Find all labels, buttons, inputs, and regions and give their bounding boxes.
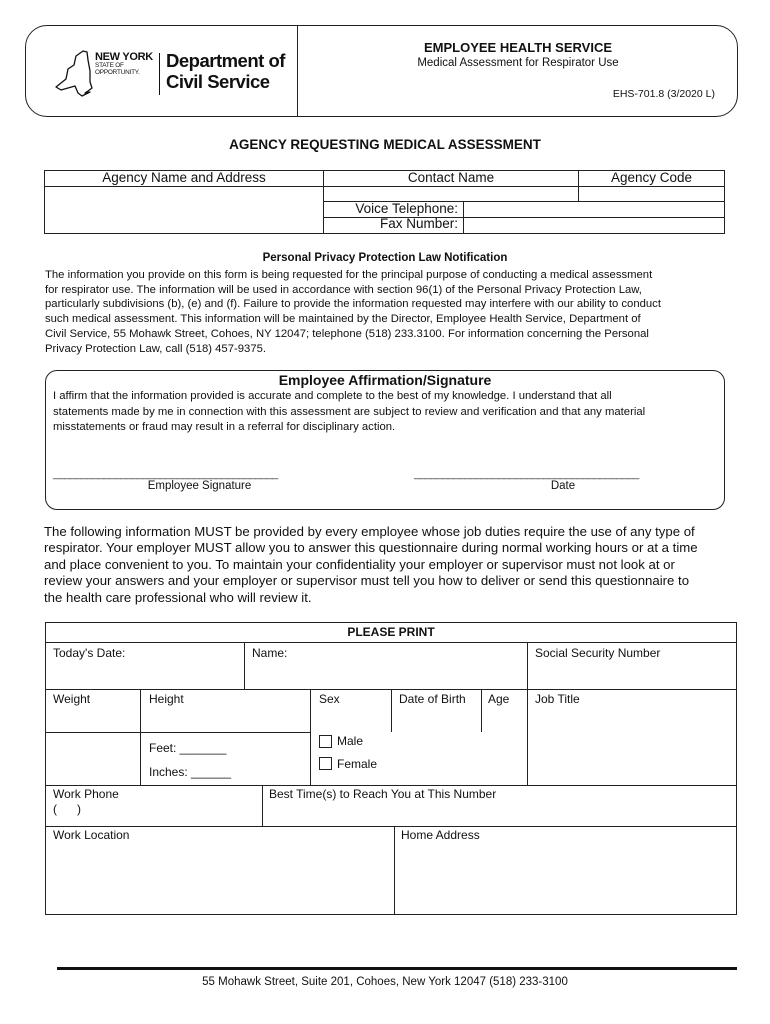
date-of-birth-label: Date of Birth xyxy=(399,692,466,706)
new-york-state-outline-icon xyxy=(52,47,94,99)
todays-date-label: Today's Date: xyxy=(53,646,126,660)
signature-date-line[interactable]: ________________________________________ xyxy=(414,468,639,480)
weight-label: Weight xyxy=(53,692,91,706)
fax-number-label: Fax Number: xyxy=(379,216,458,231)
affirmation-line: statements made by me in connection with this assessment are subject to review and verification and that any material xyxy=(53,405,646,418)
rule xyxy=(45,785,737,786)
employee-signature-label: Employee Signature xyxy=(147,480,252,492)
privacy-line: such medical assessment. This information will be maintained by the Director, Employee Health Service, Department of xyxy=(45,313,641,326)
weight-field[interactable] xyxy=(46,733,139,784)
agency-name-address-field[interactable] xyxy=(45,187,323,233)
height-feet-field[interactable]: Feet: _______ xyxy=(149,741,227,755)
form-title: EMPLOYEE HEALTH SERVICE xyxy=(423,40,613,55)
privacy-heading: Personal Privacy Protection Law Notification xyxy=(262,252,508,264)
name-field[interactable] xyxy=(245,660,526,688)
instructions-line: the health care professional who will review it. xyxy=(44,589,312,605)
affirmation-heading: Employee Affirmation/Signature xyxy=(278,372,492,388)
affirmation-text xyxy=(53,389,721,436)
agency-section-heading: AGENCY REQUESTING MEDICAL ASSESSMENT xyxy=(229,137,541,152)
rule xyxy=(44,233,725,234)
instructions-text xyxy=(44,524,728,606)
date-of-birth-field[interactable] xyxy=(392,706,480,731)
signature-date-label: Date xyxy=(550,480,576,492)
please-print-heading: PLEASE PRINT xyxy=(347,625,435,639)
todays-date-field[interactable] xyxy=(46,660,243,688)
footer-address: 55 Mohawk Street, Suite 201, Cohoes, New York 12047 (518) 233-3100 xyxy=(202,976,568,988)
employee-signature-line[interactable]: ________________________________________ xyxy=(53,468,278,480)
best-time-field[interactable] xyxy=(263,803,736,825)
job-title-label: Job Title xyxy=(535,692,580,706)
work-location-label: Work Location xyxy=(53,828,130,842)
privacy-line: Privacy Protection Law, call (518) 457-9375. xyxy=(45,342,267,355)
best-time-label: Best Time(s) to Reach You at This Number xyxy=(269,787,497,801)
female-label: Female xyxy=(337,757,378,771)
privacy-line: The information you provide on this form is being requested for the principal purpose of conducting a medical assessment xyxy=(45,269,653,281)
ny-wordmark: NEW YORK xyxy=(95,51,153,63)
department-name-line2: Civil Service xyxy=(166,71,270,92)
ny-tagline xyxy=(95,63,140,76)
home-address-label: Home Address xyxy=(401,828,480,842)
rule xyxy=(724,170,725,234)
privacy-line: Civil Service, 55 Mohawk Street, Cohoes, NY 12047; telephone (518) 233.3100. For information concerning the Personal xyxy=(45,327,649,340)
work-location-field[interactable] xyxy=(46,845,393,914)
affirmation-line: I affirm that the information provided is accurate and complete to the best of my knowledge. I understand that all xyxy=(53,390,612,402)
department-name-line1: Department of xyxy=(166,50,285,71)
form-number: EHS-701.8 (3/2020 L) xyxy=(612,88,715,100)
job-title-field[interactable] xyxy=(528,706,736,784)
agency-logo xyxy=(52,43,292,103)
contact-name-field[interactable] xyxy=(324,187,578,201)
fax-number-field[interactable] xyxy=(464,218,724,233)
age-label: Age xyxy=(488,692,510,706)
agency-name-address-label: Agency Name and Address xyxy=(102,170,266,185)
privacy-line: particularly subdivisions (b), (e) and (f). Failure to provide the information requested may interfere with our ability to conduct xyxy=(45,298,661,311)
home-address-field[interactable] xyxy=(395,845,736,914)
form-subtitle: Medical Assessment for Respirator Use xyxy=(417,57,619,69)
footer-rule xyxy=(57,967,737,970)
logo-divider xyxy=(159,53,160,95)
work-phone-format: ( ) xyxy=(53,802,81,816)
female-checkbox[interactable] xyxy=(319,757,332,770)
agency-code-label: Agency Code xyxy=(610,170,693,185)
privacy-notice xyxy=(45,268,730,356)
male-label: Male xyxy=(337,734,364,748)
ssn-label: Social Security Number xyxy=(535,646,661,660)
age-field[interactable] xyxy=(482,706,526,731)
header-divider xyxy=(297,25,298,117)
sex-label: Sex xyxy=(319,692,340,706)
privacy-line: for respirator use. The information will be used in accordance with section 96(1) of the Personal Privacy Protection Law, xyxy=(45,283,642,296)
agency-code-field[interactable] xyxy=(579,187,724,201)
rule xyxy=(310,689,311,785)
contact-name-label: Contact Name xyxy=(407,170,495,185)
work-phone-label: Work Phone xyxy=(53,787,119,801)
height-inches-field[interactable]: Inches: ______ xyxy=(149,765,232,779)
ny-tagline-line1: STATE OF xyxy=(95,62,124,69)
male-checkbox[interactable] xyxy=(319,735,332,748)
rule xyxy=(45,826,737,827)
ssn-field[interactable] xyxy=(528,660,736,688)
voice-telephone-field[interactable] xyxy=(464,202,724,217)
instructions-line: respirator. Your employer MUST allow you to answer this questionnaire during normal working hours or at a time xyxy=(44,540,698,556)
name-label: Name: xyxy=(252,646,288,660)
rule xyxy=(140,689,141,785)
instructions-line: review your answers and your employer or supervisor must tell you how to deliver or send this questionnaire to xyxy=(44,573,690,589)
affirmation-line: misstatements or fraud may result in a referral for disciplinary action. xyxy=(53,421,396,433)
rule xyxy=(45,642,737,643)
voice-telephone-label: Voice Telephone: xyxy=(355,201,458,216)
ny-tagline-line2: OPPORTUNITY. xyxy=(95,68,140,76)
height-label: Height xyxy=(149,692,184,706)
instructions-line: and place convenient to you. To maintain your confidentiality your employer or supervisor must not look at or xyxy=(44,556,675,572)
instructions-line: The following information MUST be provided by every employee whose job duties require the use of any type of xyxy=(44,524,695,539)
